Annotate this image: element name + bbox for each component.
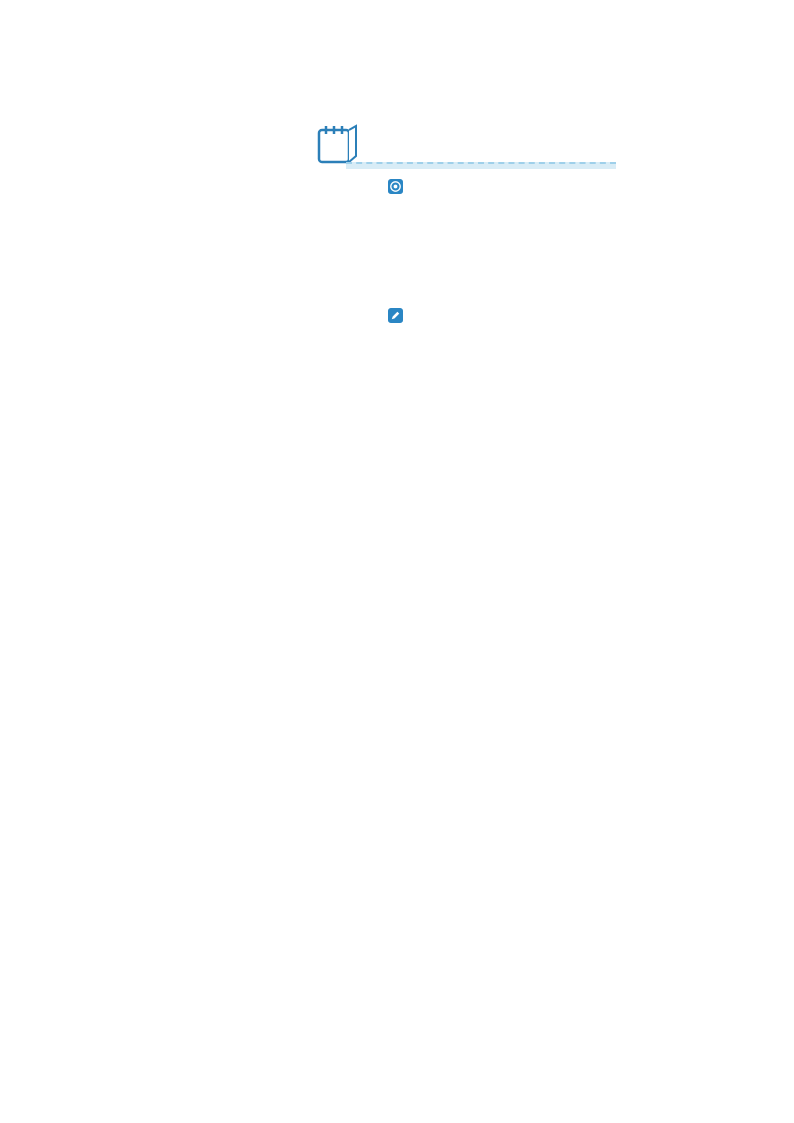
section-process-header — [0, 308, 794, 330]
section-goals-header — [0, 179, 794, 201]
notebook-icon — [316, 122, 364, 166]
pencil-icon — [388, 308, 403, 323]
title-banner — [316, 122, 616, 170]
target-icon — [388, 179, 403, 194]
title-underline — [346, 162, 616, 169]
